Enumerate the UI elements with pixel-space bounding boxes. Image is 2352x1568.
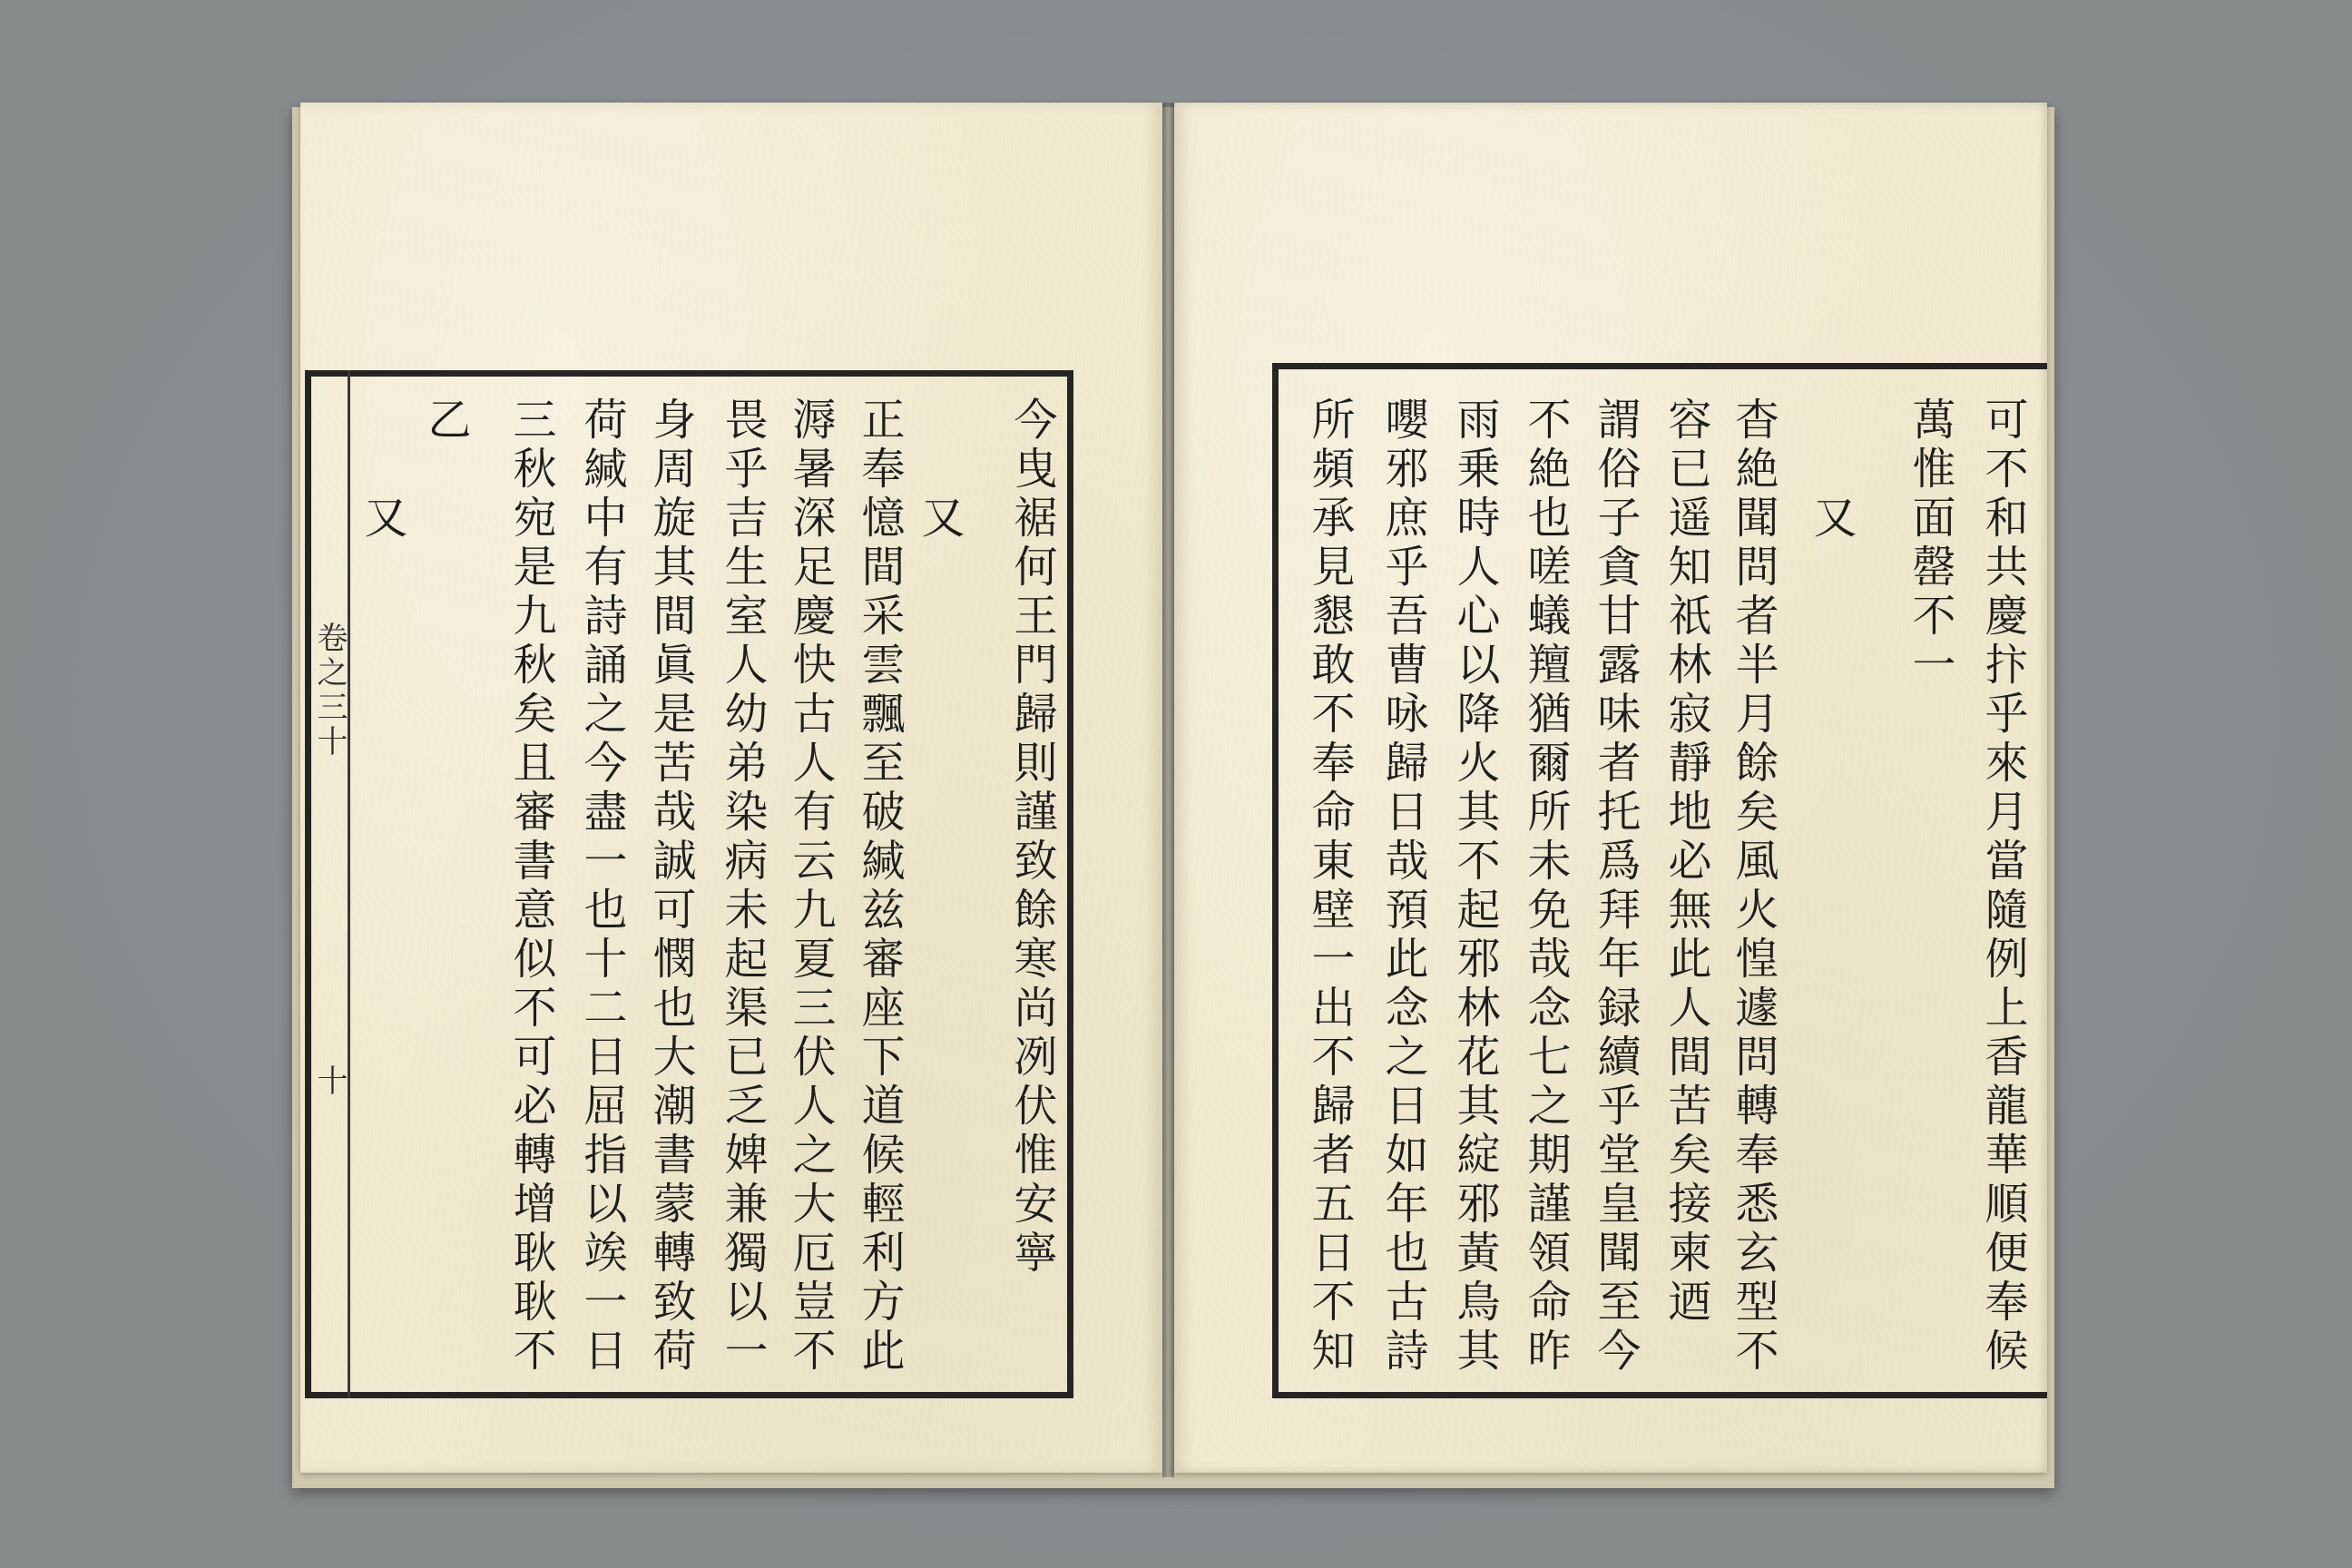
text-column: 今曳裾何王門歸則謹致餘寒尚冽伏惟安寧 [1006,397,1057,1279]
text-column: 荷緘中有詩誦之今盡一也十二日屈指以竢一日 [576,397,627,1377]
heading-column: 又 [914,495,965,544]
text-column: 所頻承見懇敢不奉命東壁一出不歸者五日不知 [1304,397,1355,1377]
left-page [300,103,1162,1473]
book-gutter [1162,103,1174,1477]
heading-column: 又 [357,495,407,544]
right-page [1174,103,2047,1473]
text-column: 雨乗時人心以降火其不起邪林花其綻邪黃鳥其 [1449,397,1500,1377]
heading-column: 又 [1806,495,1857,544]
text-column: 身周旋其間眞是苦哉誠可憫也大潮書蒙轉致荷 [645,397,696,1377]
text-column: 可不和共慶抃乎來月當隨例上香龍華順便奉候 [1977,397,2028,1377]
fold-page-number: 十 [311,1064,348,1099]
text-column: 正奉憶間采雲飄至破緘兹審座下道候輕利方此 [854,397,905,1377]
text-column: 謂俗子貪甘露味者托爲拜年録續乎堂皇聞至今 [1590,397,1641,1377]
text-column: 乙 [420,397,471,446]
text-column: 杳絶聞問者半月餘矣風火惶遽問轉奉悉玄型不 [1728,397,1779,1377]
text-column: 容已遥知祇林寂靜地必無此人間苦矣接柬迺 [1661,397,1711,1328]
text-column: 不絶也嗟蟻羶猶爾所未免哉念七之期謹領命昨 [1520,397,1571,1377]
text-column: 三秋宛是九秋矣且審書意似不可必轉增耿耿不 [505,397,556,1377]
fold-volume-title: 卷之三十 [311,622,348,760]
fold-column-rule [348,370,350,1398]
text-column: 萬惟面罄不一 [1905,397,1955,691]
text-column: 溽暑深足慶快古人有云九夏三伏人之大厄豈不 [785,397,836,1377]
text-column: 嚶邪庶乎吾曹咏歸日哉預此念之日如年也古詩 [1377,397,1428,1377]
text-column: 畏乎吉生室人幼弟染病未起渠已乏婢兼獨以一 [717,397,768,1377]
